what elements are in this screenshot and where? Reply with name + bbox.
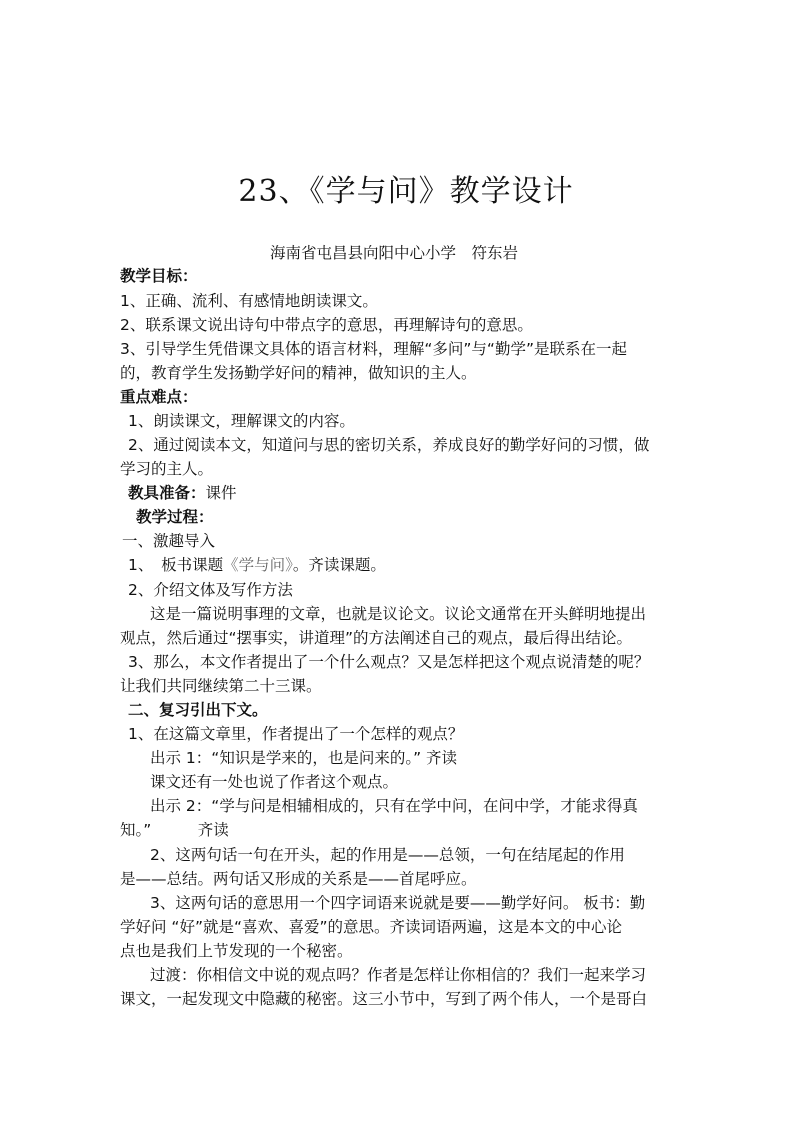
key-point-2-line-1: 2、通过阅读本文，知道问与思的密切关系，养成良好的勤学好问的习惯，做 xyxy=(128,436,650,454)
goal-2: 2、联系课文说出诗句中带点字的意思，再理解诗句的意思。 xyxy=(120,316,533,334)
transition-line-2: 课文，一起发现文中隐藏的秘密。这三小节中，写到了两个伟人，一个是哥白 xyxy=(120,990,648,1008)
show-1: 出示 1：“知识是学来的，也是问来的。” 齐读 xyxy=(150,749,458,767)
step-1-2: 2、介绍文体及写作方法 xyxy=(128,581,293,599)
step-1-1 xyxy=(128,553,386,577)
step-2-3-line-3: 点也是我们上节发现的一个秘密。 xyxy=(120,942,353,960)
step-1-3-line-2: 让我们共同继续第二十三课。 xyxy=(120,677,322,695)
teaching-goals-heading: 教学目标： xyxy=(120,267,198,285)
document-title: 23、《学与问》教学设计 xyxy=(238,174,574,209)
paragraph-1-line-2: 观点，然后通过“摆事实，讲道理”的方法阐述自己的观点，最后得出结论。 xyxy=(120,629,633,647)
tools-line xyxy=(128,481,237,505)
show-2-line-1: 出示 2：“学与问是相辅相成的，只有在学中问，在问中学，才能求得真 xyxy=(150,797,638,815)
step-1-1-prefix: 1、 板书课题 xyxy=(128,556,224,574)
goal-3-line-1: 3、引导学生凭借课文具体的语言材料，理解“多问”与“勤学”是联系在一起 xyxy=(120,340,627,358)
key-points-heading: 重点难点： xyxy=(120,388,198,406)
step-2-1: 1、在这篇文章里，作者提出了一个怎样的观点？ xyxy=(128,725,464,743)
show-2-line-2: 知。” 齐读 xyxy=(120,821,229,839)
lesson-title-ref: 《学与问》 xyxy=(223,556,293,574)
goal-3-line-2: 的，教育学生发扬勤学好问的精神，做知识的主人。 xyxy=(120,364,477,382)
step-1-1-suffix: 。齐读课题。 xyxy=(292,556,386,574)
tools-label: 教具准备： xyxy=(128,484,206,502)
process-heading: 教学过程： xyxy=(136,508,214,526)
tools-value: 课件 xyxy=(205,484,237,502)
author-line: 海南省屯昌县向阳中心小学 符东岩 xyxy=(270,244,519,262)
section-2-heading: 二、复习引出下文。 xyxy=(128,701,268,719)
key-point-2-line-2: 学习的主人。 xyxy=(120,460,214,478)
step-1-3-line-1: 3、那么，本文作者提出了一个什么观点？又是怎样把这个观点说清楚的呢？ xyxy=(128,653,650,671)
step-2-2-line-2: 是——总结。两句话又形成的关系是——首尾呼应。 xyxy=(120,870,477,888)
goal-1: 1、正确、流利、有感情地朗读课文。 xyxy=(120,292,378,310)
transition-line-1: 过渡：你相信文中说的观点吗？作者是怎样让你相信的？我们一起来学习 xyxy=(150,966,647,984)
step-2-3-line-1: 3、这两句话的意思用一个四字词语来说就是要——勤学好问。 板书：勤 xyxy=(150,894,646,912)
step-2-3-line-2: 学好问 “好”就是“喜欢、喜爱”的意思。齐读词语两遍，这是本文的中心论 xyxy=(120,918,623,936)
paragraph-1-line-1: 这是一篇说明事理的文章，也就是议论文。议论文通常在开头鲜明地提出 xyxy=(150,605,647,623)
step-2-2-line-1: 2、这两句话一句在开头，起的作用是——总领，一句在结尾起的作用 xyxy=(150,846,625,864)
note-1: 课文还有一处也说了作者这个观点。 xyxy=(150,773,399,791)
key-point-1: 1、朗读课文，理解课文的内容。 xyxy=(128,412,355,430)
section-1-heading: 一、激趣导入 xyxy=(122,532,216,550)
